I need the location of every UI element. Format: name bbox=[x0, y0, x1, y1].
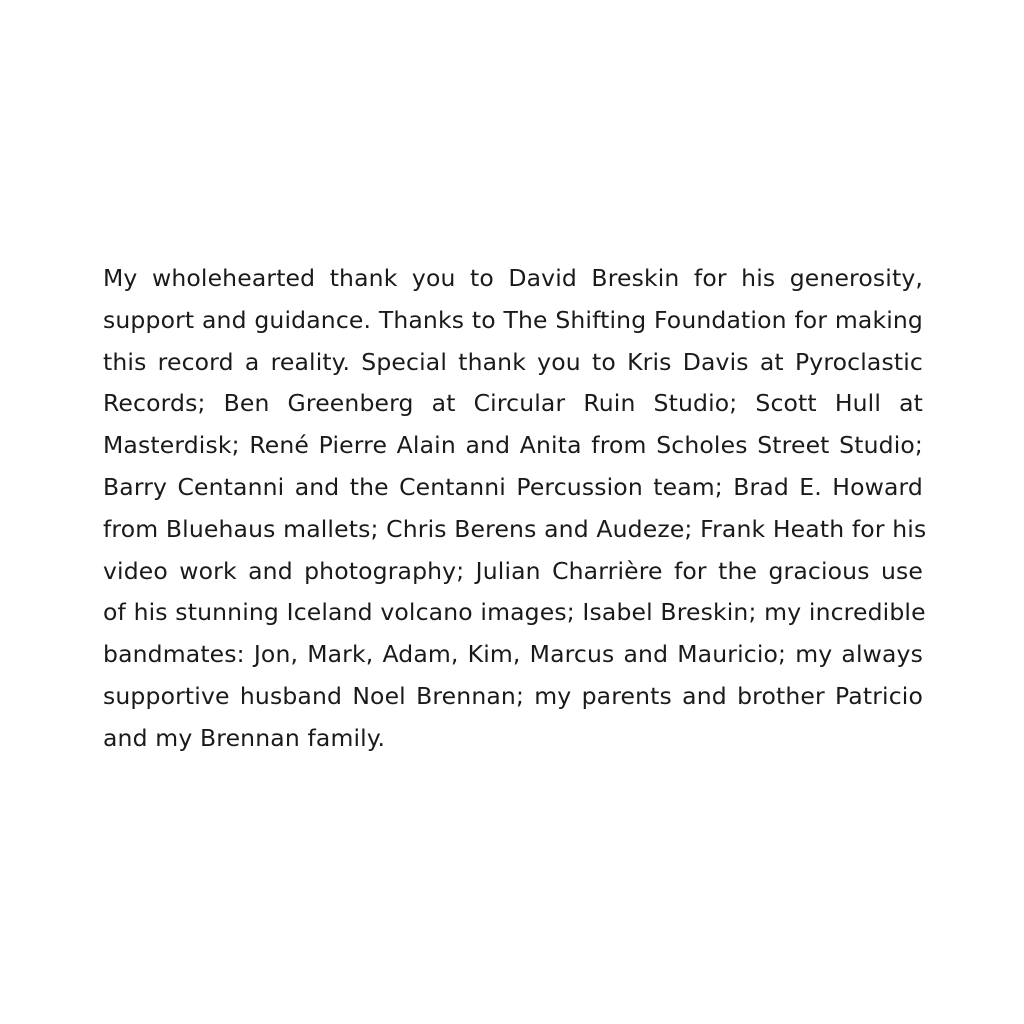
acknowledgments-line: bandmates: Jon, Mark, Adam, Kim, Marcus and Mauricio; my always bbox=[103, 640, 923, 669]
acknowledgments-paragraph bbox=[103, 258, 927, 760]
acknowledgments-line: supportive husband Noel Brennan; my parents and brother Patricio bbox=[103, 681, 923, 710]
acknowledgments-line: this record a reality. Special thank you to Kris Davis at Pyroclastic bbox=[103, 347, 923, 376]
acknowledgments-line: video work and photography; Julian Charrière for the gracious use bbox=[103, 556, 923, 585]
acknowledgments-line: Records; Ben Greenberg at Circular Ruin Studio; Scott Hull at bbox=[103, 389, 923, 418]
acknowledgments-line: and my Brennan family. bbox=[103, 723, 386, 752]
acknowledgments-line: support and guidance. Thanks to The Shifting Foundation for making bbox=[103, 305, 923, 334]
acknowledgments-line: from Bluehaus mallets; Chris Berens and Audeze; Frank Heath for his bbox=[103, 514, 927, 543]
acknowledgments-line: Barry Centanni and the Centanni Percussion team; Brad E. Howard bbox=[103, 472, 923, 501]
acknowledgments-line: Masterdisk; René Pierre Alain and Anita from Scholes Street Studio; bbox=[103, 431, 923, 460]
acknowledgments-line: My wholehearted thank you to David Breskin for his generosity, bbox=[103, 264, 923, 292]
acknowledgments-line: of his stunning Iceland volcano images; Isabel Breskin; my incredible bbox=[103, 598, 926, 627]
